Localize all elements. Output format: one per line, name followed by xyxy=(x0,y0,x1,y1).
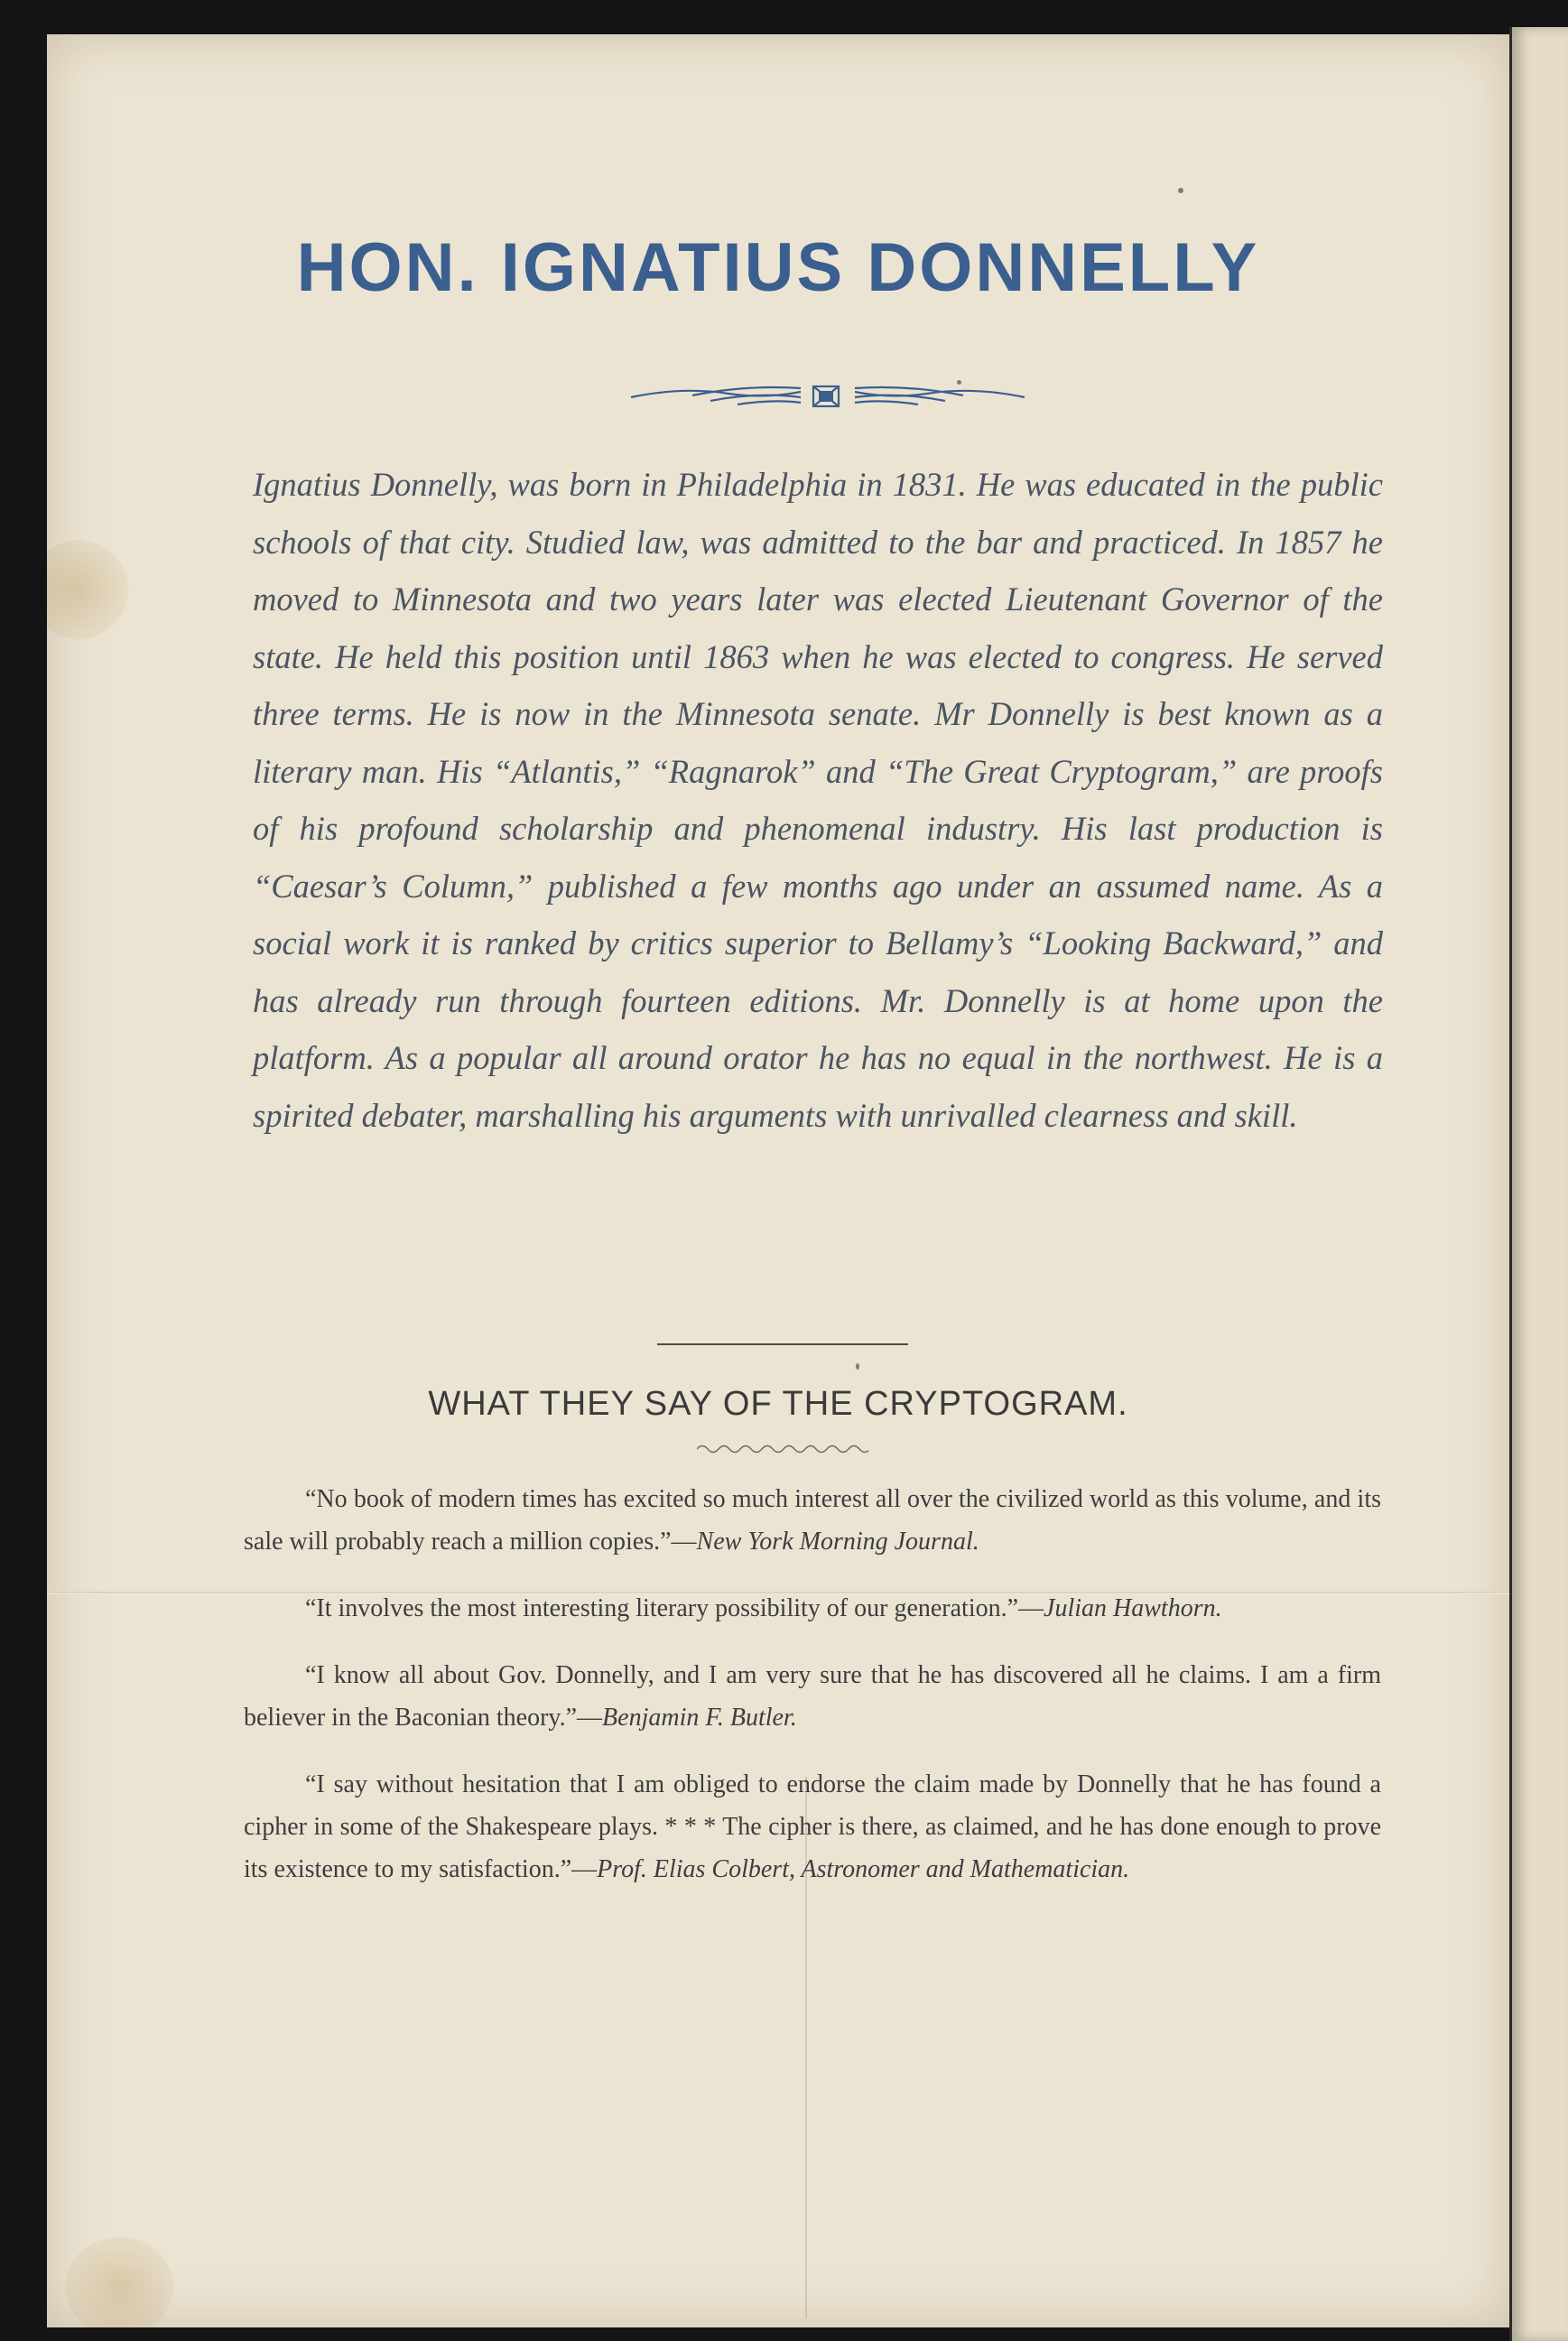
quote-source: New York Morning Journal. xyxy=(696,1528,979,1556)
testimonial-quote xyxy=(244,1763,1381,1890)
section-divider xyxy=(657,1343,908,1345)
quote-text: “It involves the most interesting literary possibility of our generation.”— xyxy=(305,1594,1044,1622)
quote-source: Julian Hawthorn. xyxy=(1044,1594,1222,1622)
quote-text: “No book of modern times has excited so much interest all over the civilized world as this volume, and its sale will probably reach a million copies.”— xyxy=(244,1485,1381,1556)
paper-stain xyxy=(65,2237,173,2327)
paper-speck xyxy=(1178,188,1183,193)
testimonials-list xyxy=(244,1478,1381,1915)
page-title: HON. IGNATIUS DONNELLY xyxy=(296,229,1260,306)
biography-paragraph: Ignatius Donnelly, was born in Philadelphia in 1831. He was educated in the public schools of that city. Studied law, was admitted to the bar and practiced. In 1857 he moved to Minnesota and two years later was elected Lieutenant Governor of the state. He held this position until 1863 when he was elected to congress. He served three terms. He is now in the Minnesota senate. Mr Donnelly is best known as a literary man. His “Atlantis,” “Ragnarok” and “The Great Cryptogram,” are proofs of his profound scholarship and phenomenal industry. His last production is “Caesar’s Column,” published a few months ago under an assumed name. As a social work it is ranked by critics superior to Bellamy’s “Looking Backward,” and has already run through fourteen editions. Mr. Donnelly is at home upon the platform. As a popular all around orator he has no equal in the northwest. He is a spirited debater, marshalling his arguments with unrivalled clearness and skill. xyxy=(253,466,1383,1134)
testimonial-quote xyxy=(244,1654,1381,1739)
document-page xyxy=(47,34,1509,2327)
ornament-divider xyxy=(629,377,1026,413)
quote-source: Prof. Elias Colbert, Astronomer and Mathematician. xyxy=(597,1855,1130,1883)
adjacent-page-edge xyxy=(1509,27,1568,2341)
squiggle-divider xyxy=(697,1443,868,1455)
paper-stain xyxy=(47,540,128,639)
quote-text: “I say without hesitation that I am obliged to endorse the claim made by Donnelly that he has found a cipher in some of the Shakespeare plays. * * * The cipher is there, as claimed, and he has done enough to prove its existence to my satisfaction.”— xyxy=(244,1770,1381,1883)
testimonial-quote xyxy=(244,1478,1381,1563)
paper-speck xyxy=(856,1363,859,1370)
quote-text: “I know all about Gov. Donnelly, and I am very sure that he has discovered all he claims. I am a firm believer in the Baconian theory.”— xyxy=(244,1661,1381,1732)
testimonial-quote xyxy=(244,1587,1381,1630)
quote-source: Benjamin F. Butler. xyxy=(602,1704,797,1732)
section-heading: WHAT THEY SAY OF THE CRYPTOGRAM. xyxy=(428,1385,1128,1423)
